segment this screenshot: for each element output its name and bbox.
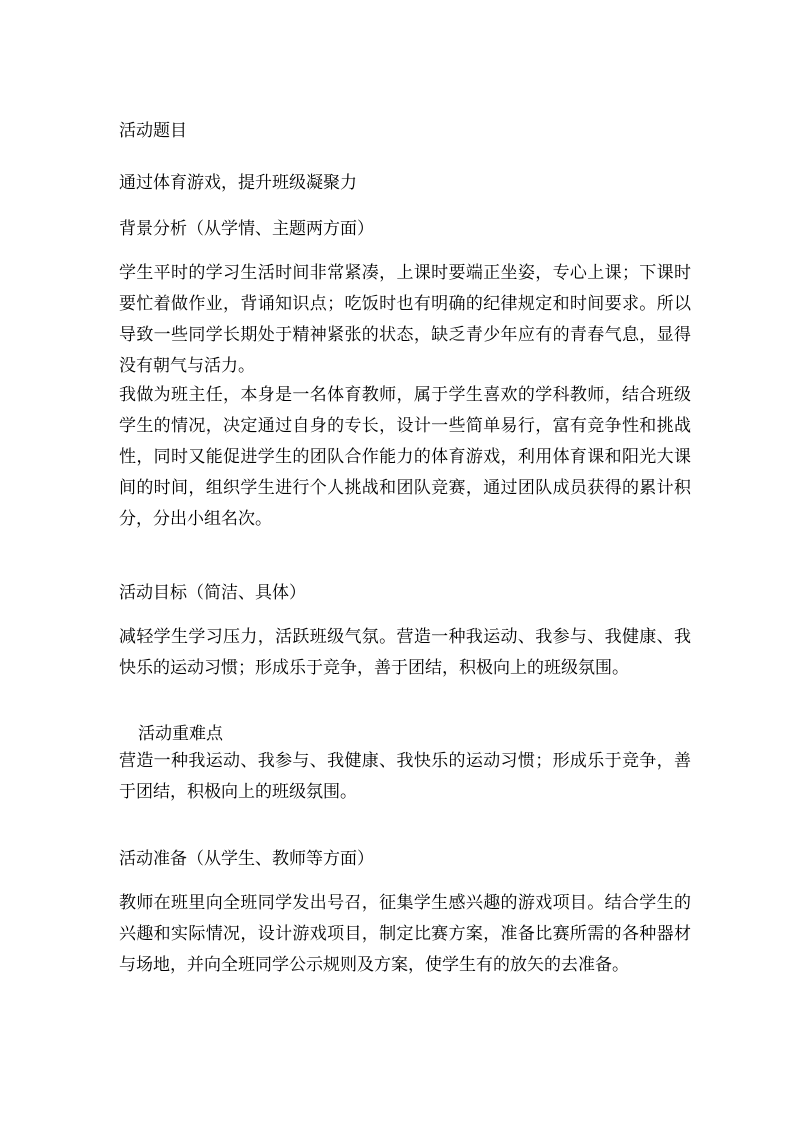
background-heading: 背景分析（从学情、主题两方面）	[119, 219, 374, 239]
background-paragraph-2: 我做为班主任，本身是一名体育教师，属于学生喜欢的学科教师，结合班级学生的情况，决定通过自身的专长，设计一些简单易行，富有竞争性和挑战性，同时又能促进学生的团队合作能力的体育游戏，利用体育课和阳光大课间的时间，组织学生进行个人挑战和团队竞赛，通过团队成员获得的累计积分，分出小组名次。	[119, 385, 691, 529]
preparation-heading: 活动准备（从学生、教师等方面）	[119, 849, 374, 869]
activity-title: 通过体育游戏，提升班级凝聚力	[119, 173, 357, 193]
goal-heading: 活动目标（简洁、具体）	[119, 583, 306, 603]
key-points-paragraph: 营造一种我运动、我参与、我健康、我快乐的运动习惯；形成乐于竞争，善于团结，积极向上的班级氛围。	[119, 751, 691, 802]
key-points-heading: 活动重难点	[138, 724, 223, 744]
goal-paragraph: 减轻学生学习压力，活跃班级气氛。营造一种我运动、我参与、我健康、我快乐的运动习惯；形成乐于竞争，善于团结，积极向上的班级氛围。	[119, 627, 691, 678]
background-paragraph-1: 学生平时的学习生活时间非常紧凑，上课时要端正坐姿，专心上课；下课时要忙着做作业，背诵知识点；吃饭时也有明确的纪律规定和时间要求。所以导致一些同学长期处于精神紧张的状态，缺乏青少年应有的青春气息，显得没有朝气与活力。	[119, 263, 691, 376]
preparation-paragraph: 教师在班里向全班同学发出号召，征集学生感兴趣的游戏项目。结合学生的兴趣和实际情况，设计游戏项目，制定比赛方案，准备比赛所需的各种器材与场地，并向全班同学公示规则及方案，使学生有的放矢的去准备。	[119, 893, 691, 975]
activity-title-heading: 活动题目	[119, 121, 187, 141]
